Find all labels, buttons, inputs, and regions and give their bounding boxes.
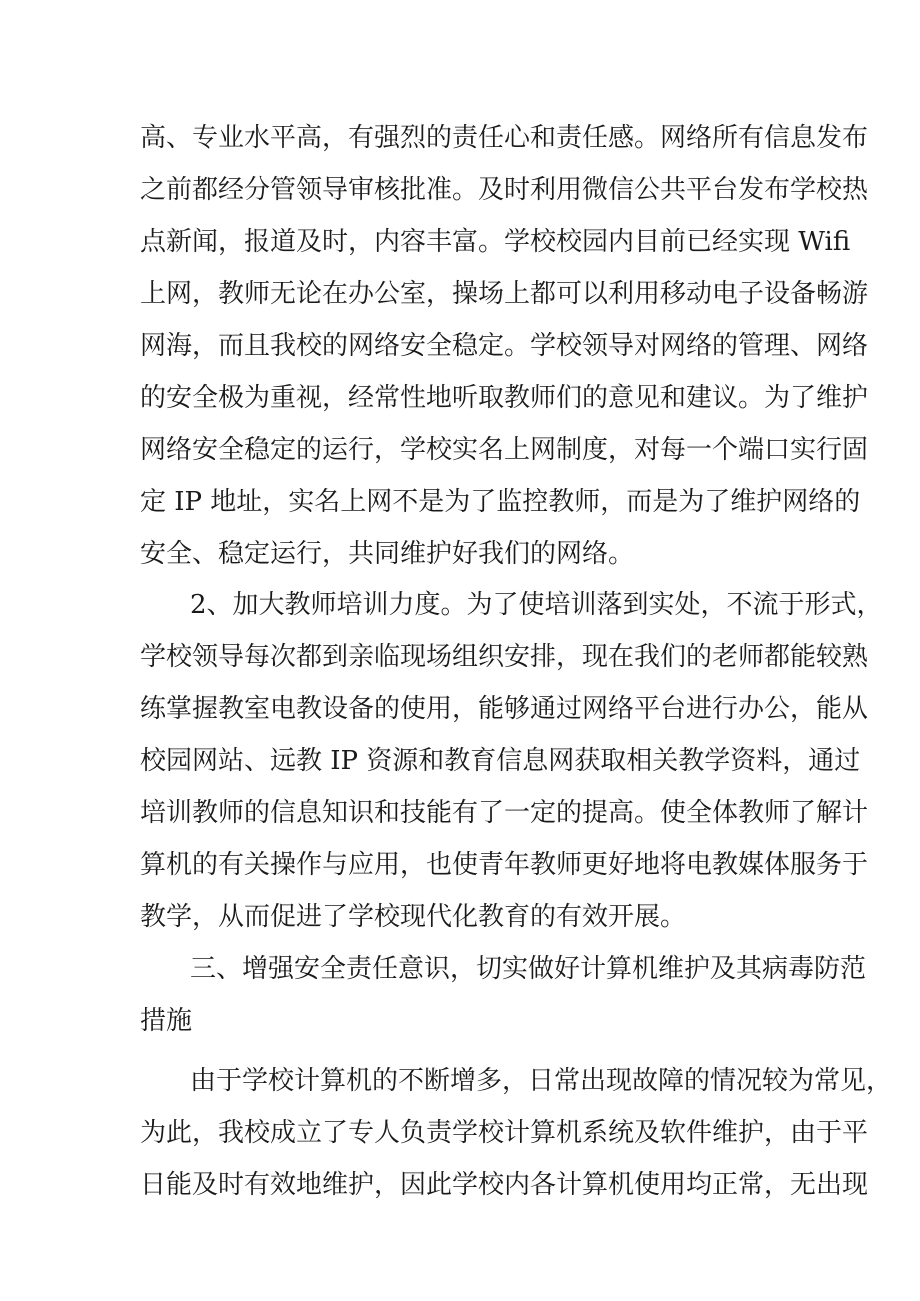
text-line-4: 上网，教师无论在办公室，操场上都可以利用移动电子设备畅游 — [140, 279, 869, 309]
paragraph-2-first-line: 2、加大教师培训力度。为了使培训落到实处，不流于形式， — [190, 590, 883, 620]
text-line-20: 为此，我校成立了专人负责学校计算机系统及软件维护，由于平 — [140, 1118, 869, 1148]
text-line-1: 高、专业水平高，有强烈的责任心和责任感。网络所有信息发布 — [140, 123, 869, 153]
text-line-13: 校园网站、远教 IP 资源和教育信息网获取相关教学资料，通过 — [140, 746, 861, 776]
text-line-14: 培训教师的信息知识和技能有了一定的提高。使全体教师了解计 — [140, 798, 869, 828]
paragraph-3-first-line: 由于学校计算机的不断增多，日常出现故障的情况较为常见， — [190, 1066, 893, 1096]
text-line-16: 教学，从而促进了学校现代化教育的有效开展。 — [140, 902, 687, 932]
section-heading-3: 三、增强安全责任意识，切实做好计算机维护及其病毒防范 — [190, 954, 867, 984]
text-line-6: 的安全极为重视，经常性地听取教师们的意见和建议。为了维护 — [140, 383, 869, 413]
text-line-7: 网络安全稳定的运行，学校实名上网制度，对每一个端口实行固 — [140, 435, 869, 465]
text-line-9: 安全、稳定运行，共同维护好我们的网络。 — [140, 539, 635, 569]
text-line-15: 算机的有关操作与应用，也使青年教师更好地将电教媒体服务于 — [140, 850, 869, 880]
text-line-5: 网海，而且我校的网络安全稳定。学校领导对网络的管理、网络 — [140, 331, 869, 361]
text-line-3: 点新闻，报道及时，内容丰富。学校校园内目前已经实现 Wifi — [140, 227, 851, 257]
text-line-8: 定 IP 地址，实名上网不是为了监控教师，而是为了维护网络的 — [140, 487, 861, 517]
section-heading-3-continuation: 措施 — [140, 1006, 193, 1036]
text-line-11: 学校领导每次都到亲临现场组织安排，现在我们的老师都能较熟 — [140, 642, 869, 672]
text-line-12: 练掌握教室电教设备的使用，能够通过网络平台进行办公，能从 — [140, 694, 869, 724]
text-line-2: 之前都经分管领导审核批准。及时利用微信公共平台发布学校热 — [140, 175, 869, 205]
text-line-21: 日能及时有效地维护，因此学校内各计算机使用均正常，无出现 — [140, 1170, 869, 1200]
